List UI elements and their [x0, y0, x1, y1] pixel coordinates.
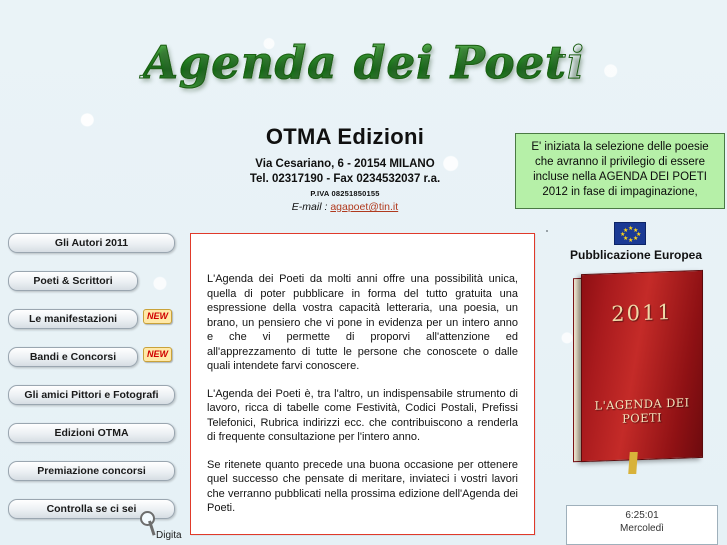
book-title: L'AGENDA DEI POETI [594, 395, 690, 426]
new-badge: NEW [143, 309, 172, 324]
publisher-email-label: E-mail : [291, 201, 328, 213]
search-label: Digita [156, 530, 182, 541]
new-badge: NEW [143, 347, 172, 362]
main-paragraph: Se ritenete quanto precede una buona occasione per ottenere quel successo che pensate di meritare, inviateci i vostri lavori che verranno pubblicati nella prossima edizione dell'Agenda dei Poeti. [207, 458, 518, 514]
publisher-vat: P.IVA 08251850155 [310, 189, 380, 198]
sidebar-item-edizioni-otma[interactable] [8, 423, 175, 443]
book-year: 2011 [611, 299, 673, 327]
sidebar-item-le-manifestazioni[interactable] [8, 309, 168, 329]
magnifier-icon[interactable] [138, 511, 158, 541]
decorative-dot [546, 230, 548, 232]
main-paragraph: L'Agenda dei Poeti da molti anni offre una possibilità unica, quella di poter pubblicare in forma del tutto gratuita una espressione della vostra capacità letteraria, una poesia, un brano, un pensiero che vi pone in evidenza per un intero anno e che vi permette di proporvi all'attenzione ed all'apprezzamento di tutte le persone che conoscete o dalle quali intendete farvi conoscere. [207, 273, 518, 372]
agenda-book-image [573, 272, 705, 465]
sidebar-item-premiazione-concorsi[interactable] [8, 461, 175, 481]
eu-caption: Pubblicazione Europea [569, 248, 703, 262]
sidebar-item-label: Gli Autori 2011 [54, 237, 129, 249]
publisher-name: OTMA Edizioni [265, 124, 425, 149]
sidebar-item-bandi-e-concorsi[interactable] [8, 347, 168, 367]
magnifier-glass [140, 511, 155, 526]
eu-stars: ★ ★ ★ ★ ★ ★ ★ ★ [620, 226, 642, 244]
sidebar-item-label: Poeti & Scrittori [33, 275, 113, 287]
main-content-panel [190, 233, 535, 535]
publisher-phone: Tel. 02317190 - Fax 0234532037 r.a. [249, 173, 441, 185]
main-paragraph: L'Agenda dei Poeti è, tra l'altro, un indispensabile strumento di lavoro, ricca di tabelle come Festività, Codici Postali, Prefissi Telefonici, Rubrica indirizzi ecc. che contribuiscono a renderla di frequente consultazione per l'intero anno. [207, 387, 518, 443]
book-cover [581, 270, 703, 462]
clock-time: 6:25:01 [625, 510, 659, 521]
sidebar-item-poeti-scrittori[interactable] [8, 271, 138, 291]
book-ribbon [628, 452, 638, 474]
publisher-address: Via Cesariano, 6 - 20154 MILANO [255, 158, 435, 170]
site-logo-text: Agenda dei Poeti [143, 24, 563, 102]
clock-day: Mercoledì [620, 523, 664, 534]
sidebar-item-gli-autori-2011[interactable] [8, 233, 175, 253]
publisher-info [190, 124, 500, 213]
sidebar-item-label: Controlla se ci sei [46, 503, 137, 515]
sidebar-item-label: Premiazione concorsi [37, 465, 146, 477]
main-content-text [191, 234, 534, 539]
publisher-email-line [190, 201, 500, 213]
clock-widget [566, 505, 718, 545]
sidebar-item-amici-pittori-fotografi[interactable] [8, 385, 175, 405]
site-logo [143, 24, 586, 102]
sidebar-item-label: Edizioni OTMA [54, 427, 129, 439]
sidebar-item-label: Le manifestazioni [28, 313, 118, 325]
selection-notice: E' iniziata la selezione delle poesie che avranno il privilegio di essere incluse nella AGENDA DEI POETI 2012 in fase di impaginazione, [515, 133, 725, 209]
european-union-flag-icon [614, 222, 646, 245]
sidebar-item-label: Bandi e Concorsi [29, 351, 117, 363]
publisher-email-link[interactable]: agapoet@tin.it [330, 201, 399, 213]
sidebar-item-label: Gli amici Pittori e Fotografi [24, 389, 159, 401]
sidebar-menu [8, 233, 173, 519]
